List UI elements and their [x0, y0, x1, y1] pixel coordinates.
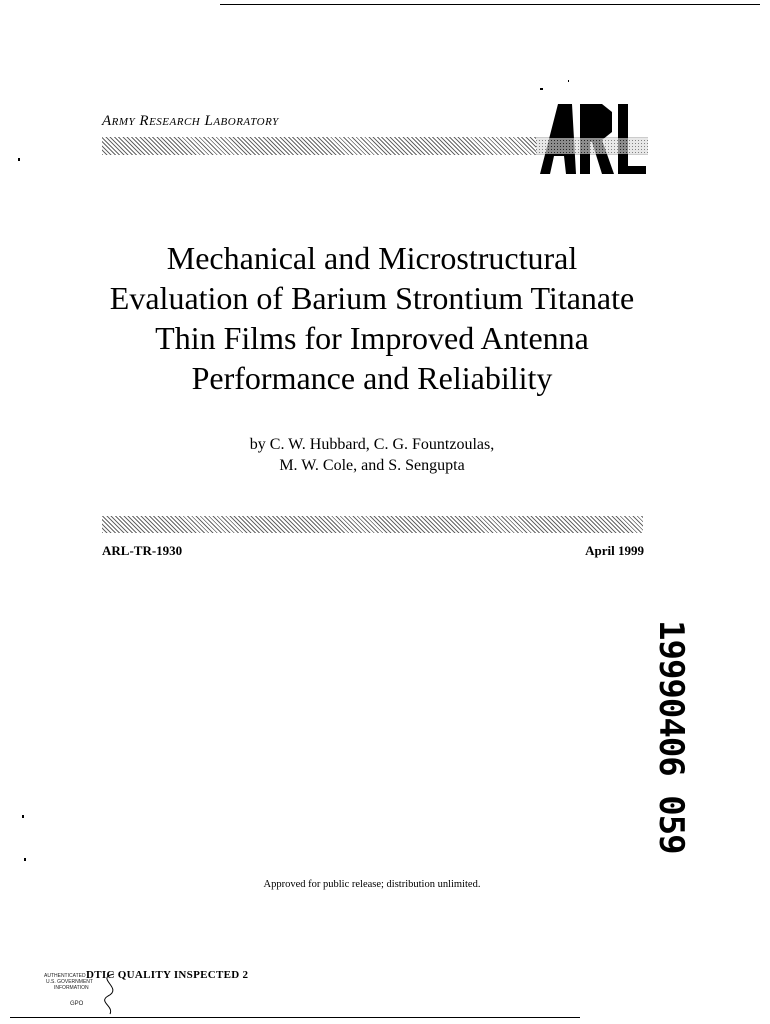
seal-line: U.S. GOVERNMENT: [46, 979, 93, 985]
release-statement: Approved for public release; distribution unlimited.: [263, 879, 481, 890]
authors: [100, 434, 644, 476]
title-line: Mechanical and Microstructural: [166, 240, 578, 276]
header-halftone-band: [102, 137, 542, 155]
seal-line: AUTHENTICATED: [44, 973, 86, 979]
document-id: 19990406 059: [651, 620, 691, 854]
title-line: Evaluation of Barium Strontium Titanate: [109, 280, 635, 316]
title-line: Thin Films for Improved Antenna: [155, 320, 589, 356]
scan-speck: [540, 88, 543, 90]
bottom-rule: [10, 1017, 580, 1018]
report-date: April 1999: [585, 543, 644, 558]
seal-line: GPO: [70, 1001, 84, 1007]
seal-line: INFORMATION: [54, 985, 89, 991]
scan-speck: [22, 815, 24, 818]
dtic-quality-stamp: DTIC QUALITY INSPECTED 2: [86, 969, 249, 981]
top-rule: [220, 4, 760, 5]
report-number: ARL-TR-1930: [102, 543, 183, 558]
scan-speck: [18, 158, 20, 161]
authors-line: by C. W. Hubbard, C. G. Fountzoulas,: [249, 436, 495, 453]
scan-speck: [24, 858, 26, 861]
mid-halftone-band: [102, 516, 643, 533]
report-title: [60, 238, 684, 398]
scan-speck: [568, 80, 569, 82]
lab-name: Army Research Laboratory: [102, 113, 279, 129]
arl-logo: [536, 98, 648, 176]
title-line: Performance and Reliability: [191, 360, 553, 396]
authors-line: M. W. Cole, and S. Sengupta: [279, 457, 465, 474]
document-id-container: [648, 620, 694, 854]
